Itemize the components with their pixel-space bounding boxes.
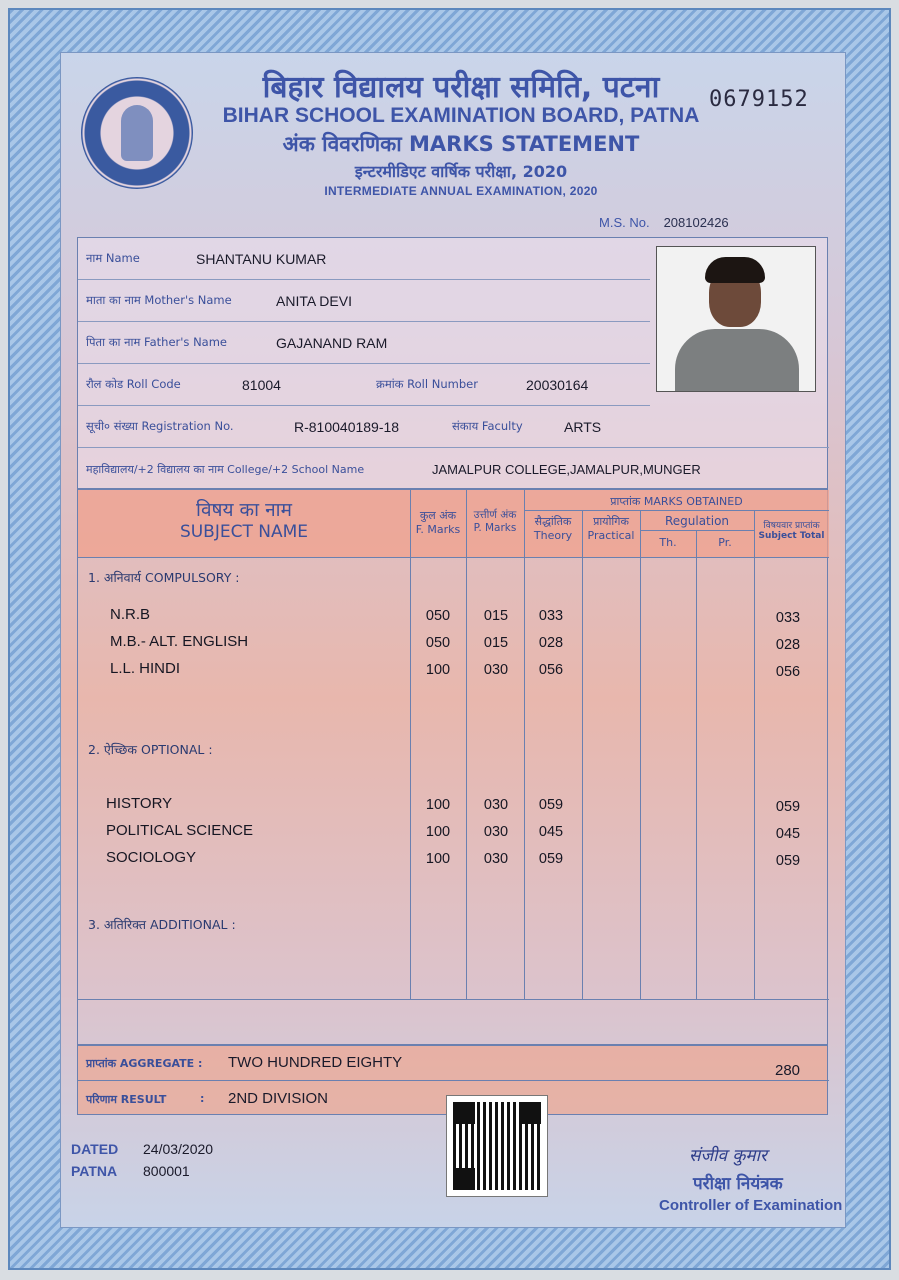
registration-label: सूची० संख्या Registration No.	[86, 419, 234, 433]
exam-name-english: INTERMEDIATE ANNUAL EXAMINATION, 2020	[324, 184, 598, 198]
col-divider-reg-th	[640, 510, 641, 999]
full-marks: 100	[425, 851, 451, 867]
mother-name: ANITA DEVI	[276, 292, 352, 309]
subject-name: POLITICAL SCIENCE	[106, 822, 253, 839]
result-value: 2ND DIVISION	[228, 1090, 329, 1107]
theory-header	[524, 514, 582, 542]
full-marks: 050	[425, 635, 451, 651]
subject-total: 033	[775, 610, 801, 626]
theory-marks: 056	[538, 662, 564, 678]
section-optional: 2. ऐच्छिक OPTIONAL :	[88, 742, 213, 757]
subject-name: L.L. HINDI	[110, 660, 181, 677]
subject-total-header	[754, 518, 829, 541]
section-additional: 3. अतिरिक्त ADDITIONAL :	[88, 917, 236, 932]
regulation-header: Regulation	[664, 514, 730, 528]
theory-marks: 059	[538, 797, 564, 813]
registration-number: R-810040189-18	[294, 418, 400, 435]
aggregate-value: 280	[775, 1062, 801, 1079]
pass-marks: 030	[483, 662, 509, 678]
photo-hair-shape	[705, 257, 765, 283]
full-marks: 100	[425, 797, 451, 813]
regulation-pr-header: Pr.	[718, 536, 732, 549]
dated-value: 24/03/2020	[143, 1141, 214, 1157]
full-marks-header-hindi: कुल अंक	[419, 509, 457, 522]
theory-marks: 028	[538, 635, 564, 651]
college-name: JAMALPUR COLLEGE,JAMALPUR,MUNGER	[432, 461, 701, 477]
pass-marks-header-english: P. Marks	[473, 522, 517, 534]
dated-block	[71, 1141, 213, 1179]
col-divider-total	[754, 510, 755, 999]
board-seal-logo	[81, 77, 193, 189]
dated-label: DATED	[71, 1141, 119, 1157]
result-label: परिणाम RESULT	[86, 1093, 167, 1106]
board-heading	[201, 65, 721, 198]
subject-name: M.B.- ALT. ENGLISH	[110, 633, 249, 650]
serial-number: 0679152	[709, 87, 809, 112]
qr-code-pattern	[453, 1102, 541, 1190]
marks-statement-sheet	[8, 8, 891, 1270]
student-info-panel	[77, 237, 828, 489]
theory-marks: 033	[538, 608, 564, 624]
subject-total-header-english: Subject Total	[758, 531, 825, 541]
mother-row	[78, 280, 650, 322]
father-label: पिता का नाम Father's Name	[86, 335, 228, 349]
col-divider-pmarks	[466, 490, 467, 999]
practical-header	[582, 514, 640, 542]
full-marks: 050	[425, 608, 451, 624]
name-row	[78, 238, 650, 280]
board-name-hindi: बिहार विद्यालय परीक्षा समिति, पटना	[262, 70, 660, 105]
marks-obtained-header: प्राप्तांक MARKS OBTAINED	[610, 495, 743, 508]
subject-total-header-hindi: विषयवार प्राप्तांक	[763, 521, 820, 531]
full-marks: 100	[425, 662, 451, 678]
aggregate-words: TWO HUNDRED EIGHTY	[228, 1054, 403, 1071]
theory-header-hindi: सैद्धांतिक	[534, 515, 572, 528]
student-photo	[656, 246, 816, 392]
theory-marks: 045	[538, 824, 564, 840]
subject-name: HISTORY	[106, 795, 173, 812]
regulation-divider	[640, 530, 754, 531]
subject-name: SOCIOLOGY	[106, 849, 197, 866]
col-divider-reg-pr	[696, 530, 697, 999]
roll-number-label: क्रमांक Roll Number	[376, 377, 478, 391]
subject-total: 028	[775, 637, 801, 653]
result-colon: :	[200, 1092, 205, 1105]
subject-name: N.R.B	[110, 606, 151, 623]
pass-marks-header-hindi: उत्तीर्ण अंक	[473, 509, 517, 521]
qr-code	[446, 1095, 548, 1197]
practical-header-hindi: प्रायोगिक	[593, 515, 629, 528]
ms-number-value: 208102426	[663, 215, 729, 230]
name-label: नाम Name	[86, 251, 140, 265]
pass-marks-header	[466, 508, 524, 534]
marks-table	[77, 489, 828, 1045]
subject-header-hindi: विषय का नाम	[196, 499, 292, 521]
controller-title-english: Controller of Examination	[659, 1197, 843, 1214]
seal-figure-icon	[121, 105, 153, 161]
roll-number: 20030164	[526, 376, 589, 393]
pass-marks: 015	[483, 635, 509, 651]
full-marks-header	[410, 508, 466, 536]
roll-code-label: रौल कोड Roll Code	[86, 377, 181, 391]
student-name: SHANTANU KUMAR	[196, 250, 327, 267]
exam-name-hindi: इन्टरमीडिएट वार्षिक परीक्षा, 2020	[354, 162, 568, 181]
board-name-english: BIHAR SCHOOL EXAMINATION BOARD, PATNA	[222, 104, 700, 127]
ms-number-label: M.S. No.	[599, 215, 650, 230]
place-label: PATNA	[71, 1163, 118, 1179]
certificate-body	[60, 52, 846, 1228]
subject-header	[78, 496, 410, 542]
place-pin: 800001	[143, 1163, 190, 1179]
controller-signature: संजीव कुमार	[689, 1146, 767, 1166]
father-name: GAJANAND RAM	[276, 334, 388, 351]
pass-marks: 030	[483, 824, 509, 840]
statement-title: अंक विवरणिका MARKS STATEMENT	[282, 132, 640, 156]
col-divider-practical	[582, 510, 583, 999]
subject-total: 059	[775, 853, 801, 869]
faculty-label: संकाय Faculty	[452, 419, 523, 433]
col-divider-fmarks	[410, 490, 411, 999]
roll-row	[78, 364, 650, 406]
aggregate-divider	[78, 1080, 829, 1081]
subject-header-english: SUBJECT NAME	[179, 522, 309, 542]
subject-total: 045	[775, 826, 801, 842]
section-compulsory: 1. अनिवार्य COMPULSORY :	[88, 570, 240, 585]
father-row	[78, 322, 650, 364]
ms-number	[599, 215, 729, 230]
roll-code: 81004	[242, 376, 281, 393]
faculty: ARTS	[564, 418, 602, 435]
full-marks: 100	[425, 824, 451, 840]
controller-title-hindi: परीक्षा नियंत्रक	[693, 1174, 783, 1194]
aggregate-label: प्राप्तांक AGGREGATE :	[86, 1057, 203, 1070]
table-bottom-divider	[78, 999, 829, 1000]
practical-header-english: Practical	[587, 529, 635, 542]
subject-total: 059	[775, 799, 801, 815]
registration-row	[78, 406, 829, 448]
regulation-th-header: Th.	[659, 536, 677, 549]
photo-body-shape	[675, 329, 799, 392]
pass-marks: 030	[483, 851, 509, 867]
subject-total: 056	[775, 664, 801, 680]
col-divider-theory	[524, 490, 525, 999]
obtained-divider	[524, 510, 829, 511]
pass-marks: 030	[483, 797, 509, 813]
theory-header-english: Theory	[533, 529, 573, 542]
mother-label: माता का नाम Mother's Name	[86, 293, 232, 307]
theory-marks: 059	[538, 851, 564, 867]
full-marks-header-english: F. Marks	[415, 523, 461, 536]
college-row	[78, 448, 829, 490]
college-label: महाविद्यालय/+2 विद्यालय का नाम College/+2 School Name	[86, 462, 365, 476]
pass-marks: 015	[483, 608, 509, 624]
